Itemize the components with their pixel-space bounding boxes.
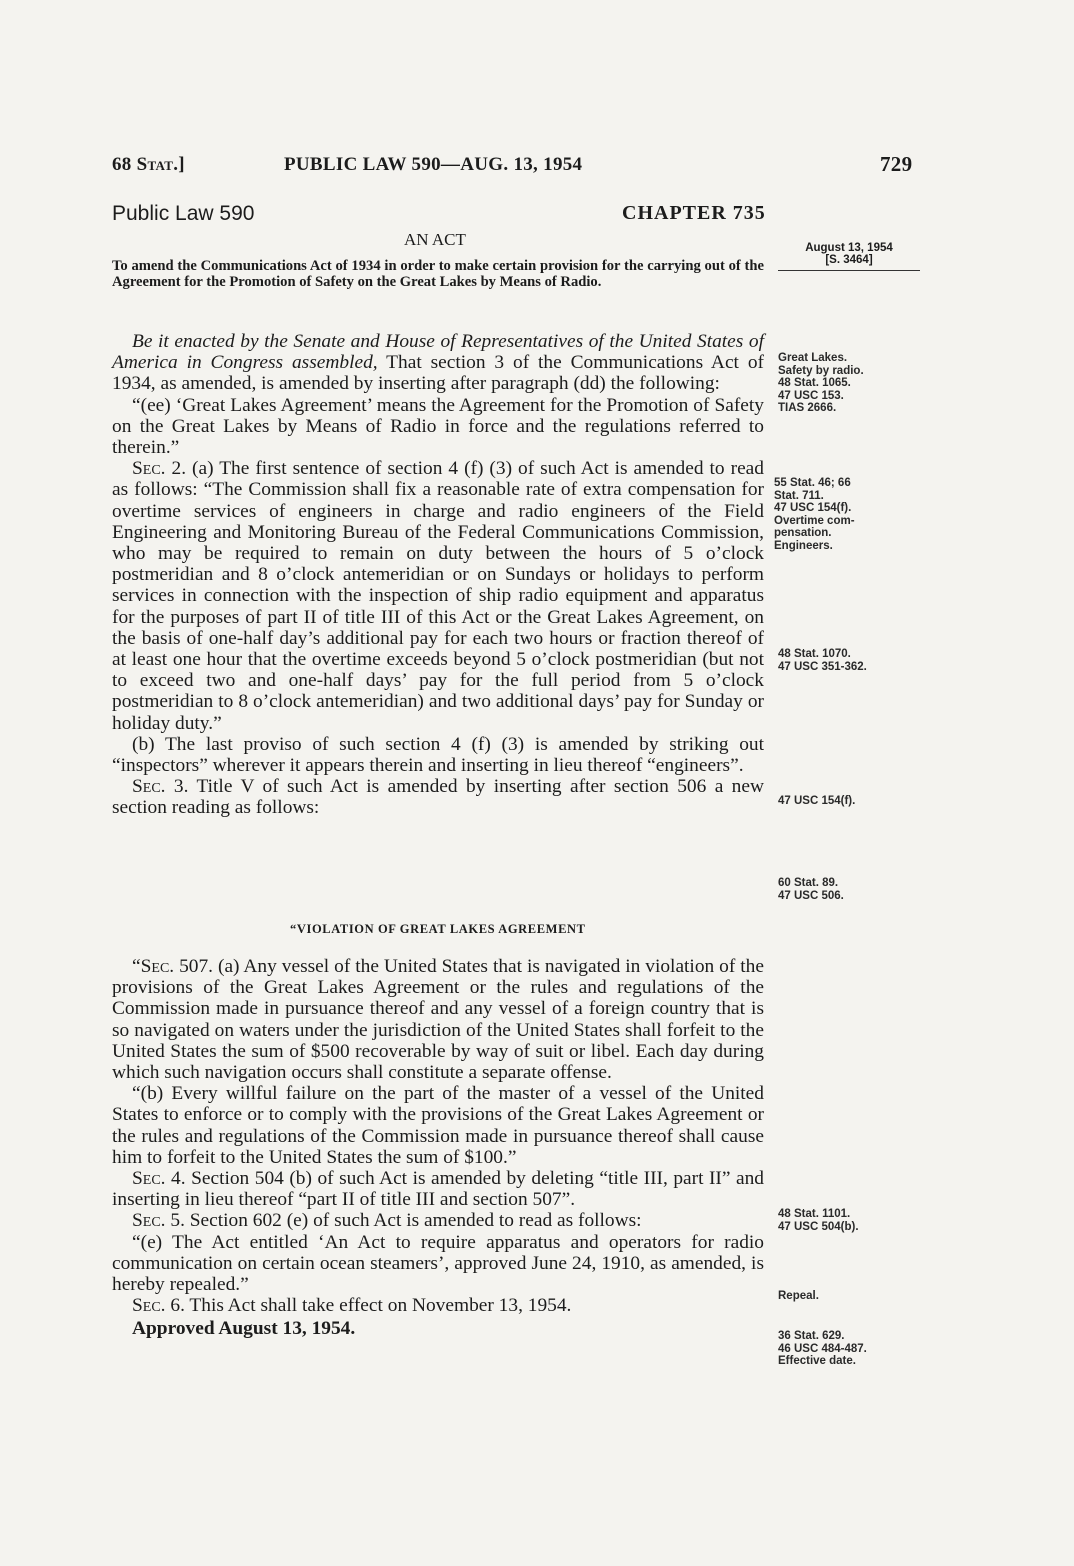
- act-purpose: To amend the Communications Act of 1934 in order to make certain provision for the carrying out of the Agreement for the Promotion of Safety on the Great Lakes by Means of Radio.: [112, 258, 764, 290]
- paragraph: (b) The last proviso of such section 4 (f) (3) is amended by striking out “inspectors” wherever it appears therein and inserting in lieu thereof “engineers”.: [112, 733, 764, 777]
- side-note: 48 Stat. 1070. 47 USC 351-362.: [778, 648, 867, 673]
- date-note-bill: [S. 3464]: [825, 254, 873, 266]
- side-note: Repeal.: [778, 1290, 819, 1302]
- chapter-number: CHAPTER 735: [622, 202, 766, 224]
- paragraph: “Sec. 507. (a) Any vessel of the United States that is navigated in violation of the provisions of the Great Lakes Agreement or the rules and regulations of the Commission made in pursuance thereof and any vessel of a foreign country that is so navigated on waters under the jurisdiction of the United States shall forfeit to the United States the sum of $500 recoverable by way of suit or libel. Each day during which such navigation occurs shall constitute a separate offense.: [112, 956, 764, 1084]
- side-note: 48 Stat. 1101. 47 USC 504(b).: [778, 1208, 859, 1233]
- main-text-part1: [112, 331, 764, 819]
- header-volume: 68 Stat.]: [112, 154, 185, 175]
- paragraph: Sec. 4. Section 504 (b) of such Act is amended by deleting “title III, part II” and inserting in lieu thereof “part II of title III and section 507”.: [112, 1168, 764, 1211]
- enacting-clause: [112, 331, 764, 395]
- enacting-clause-text: That section 3 of the Communications Act of 1934, as amended, is amended by inserting after paragraph (dd) the following:: [112, 352, 764, 395]
- section-heading: “VIOLATION OF GREAT LAKES AGREEMENT: [290, 922, 586, 936]
- enacting-clause-italic: Be it enacted by the Senate and House of Representatives of the United States of America in Congress assembled,: [112, 331, 764, 374]
- paragraph: Sec. 3. Title V of such Act is amended by inserting after section 506 a new section reading as follows:: [112, 776, 764, 819]
- side-note: 55 Stat. 46; 66 Stat. 711. 47 USC 154(f). Overtime com- pensation. Engineers.: [774, 477, 855, 552]
- header-title: PUBLIC LAW 590—AUG. 13, 1954: [284, 154, 583, 175]
- paragraph: Sec. 2. (a) The first sentence of section 4 (f) (3) of such Act is amended to read as follows: “The Commission shall fix a reasonable rate of extra compensation for overtime services of engineers in charge and radio engineers of the Field Engineering and Monitoring Bureau of the Federal Communications Commission, who may be required to remain on duty between the hours of 5 o’clock postmeridian and 8 o’clock antemeridian or on Sundays or holidays to perform services in connection with the inspection of ship radio equipment and apparatus for the purposes of part II of title III of this Act or the Great Lakes Agreement, on the basis of one-half day’s additional pay for each two hours or fraction thereof of at least one hour that the overtime exceeds beyond 5 o’clock postmeridian (but not to exceed two and one-half days’ pay for the full period from 5 o’clock postmeridian to 8 o’clock antemeridian) and two additional days’ pay for Sunday or holiday duty.”: [112, 458, 764, 734]
- paragraph: Sec. 6. This Act shall take effect on November 13, 1954.: [132, 1295, 572, 1317]
- date-note-date: August 13, 1954: [805, 242, 893, 254]
- act-title: AN ACT: [404, 230, 466, 249]
- date-note-rule: [778, 270, 920, 271]
- side-note: Great Lakes. Safety by radio. 48 Stat. 1065. 47 USC 153. TIAS 2666.: [778, 352, 864, 414]
- paragraph: “(ee) ‘Great Lakes Agreement’ means the Agreement for the Promotion of Safety on the Great Lakes by Means of Radio in force and the regulations referred to therein.”: [112, 394, 764, 459]
- date-note: [786, 242, 912, 266]
- side-note: 47 USC 154(f).: [778, 795, 856, 807]
- paragraph: “(b) Every willful failure on the part of the master of a vessel of the United States to enforce or to comply with the provisions of the Great Lakes Agreement or the rules and regulations of the Commission made in pursuance thereof shall cause him to forfeit to the United States the sum of $100.”: [112, 1083, 764, 1168]
- public-law-number: Public Law 590: [112, 202, 255, 225]
- side-note: 60 Stat. 89. 47 USC 506.: [778, 877, 844, 902]
- paragraph: “(e) The Act entitled ‘An Act to require apparatus and operators for radio communication on certain ocean steamers’, approved June 24, 1910, as amended, is hereby repealed.”: [112, 1231, 764, 1296]
- main-text-part2: [112, 956, 764, 1340]
- paragraph: Sec. 5. Section 602 (e) of such Act is amended to read as follows:: [132, 1210, 642, 1232]
- approval-line: Approved August 13, 1954.: [132, 1318, 356, 1340]
- side-note: 36 Stat. 629. 46 USC 484-487. Effective date.: [778, 1330, 867, 1367]
- page-number: 729: [880, 152, 913, 176]
